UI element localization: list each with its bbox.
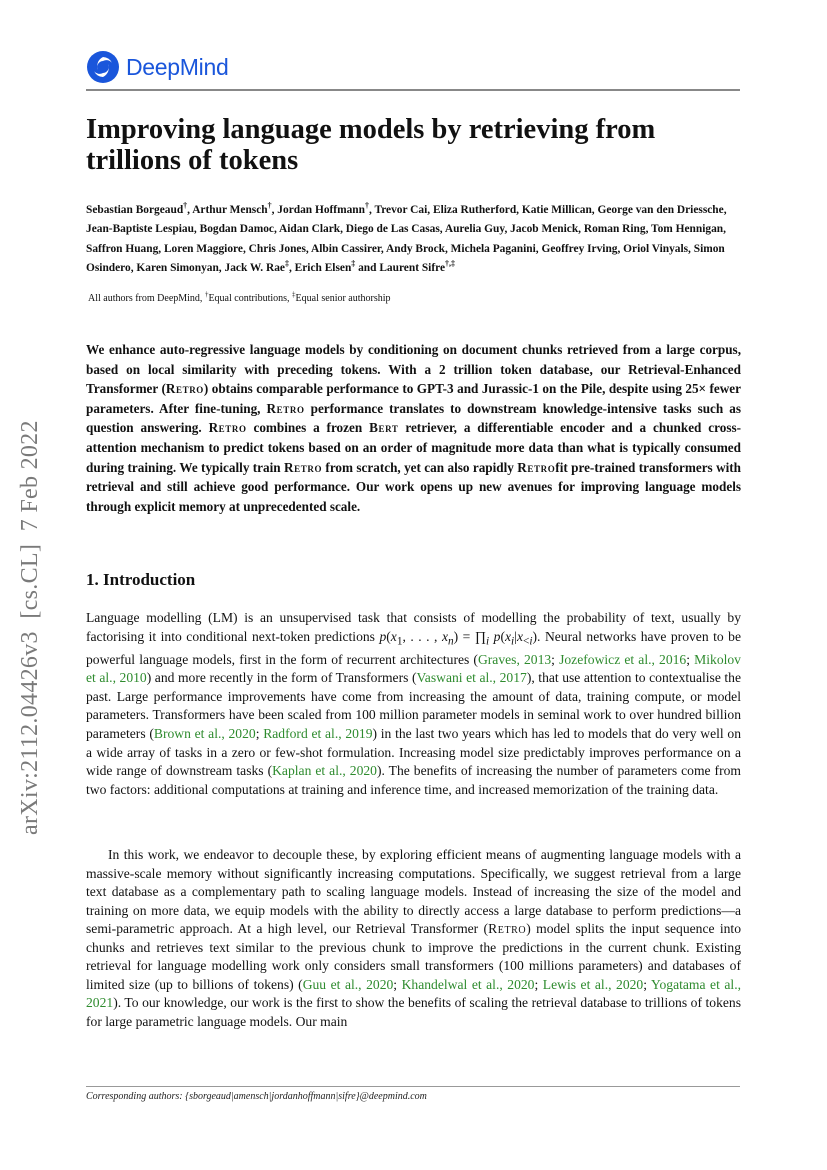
citation-link[interactable]: Mikolov et al., 2010 (86, 651, 741, 686)
citation-link[interactable]: Khandelwal et al., 2020 (401, 976, 535, 992)
citation-link[interactable]: Kaplan et al., 2020 (272, 763, 377, 779)
citation-link[interactable]: Graves, 2013 (477, 651, 552, 667)
logo-text: DeepMind (126, 53, 229, 80)
arxiv-stamp: arXiv:2112.04426v3 [cs.CL] 7 Feb 2022 (17, 420, 43, 835)
paper-title: Improving language models by retrieving from trillions of tokens (86, 114, 656, 176)
deepmind-logo (86, 50, 228, 84)
citation-link[interactable]: Yogatama et al., 2021 (86, 976, 742, 1011)
footer-divider (86, 1086, 740, 1087)
citation-link[interactable]: Radford et al., 2019 (263, 726, 373, 741)
corresponding-authors: Corresponding authors: {sborgeaud|amensch|jordanhoffmann|sifre}@deepmind.com (86, 1091, 427, 1102)
deepmind-logo-icon (86, 50, 120, 84)
citation-link[interactable]: Guu et al., 2020 (302, 976, 394, 992)
intro-paragraph-1: Language modelling (LM) is an unsupervised task that consists of modelling the probability of text, usually by factorising it into conditional next-token predictions $p(x_1$, . . . , $x_n$) = $\prod_i$ $p(x_i|x_{<i})$. Neural networks have proven to be powerful language models, first in the form of recurrent architectures (Graves, 2013; Jozefowicz et al., 2016; Mikolov et al., 2010) and more recently in the form of Transformers (Vaswani et al., 2017), that use attention to contextualise the past. Large performance improvements have come from increasing the amount of data, training compute, or model parameters. Transformers have been scaled from 100 million parameter models in seminal work to over hundred billion parameters (Brown et al., 2020; Radford et al., 2019) in the last two years which has led to models that do very well on a wide array of tasks in a zero or few-shot formulation. Increasing model size predictably improves performance on a wide range of downstream tasks (Kaplan et al., 2020). The benefits of increasing the number of parameters come from two factors: additional computations at training and inference time, and increased memorization of the training data. (86, 610, 742, 797)
citation-link[interactable]: Jozefowicz et al., 2016 (559, 651, 687, 667)
abstract: We enhance auto-regressive language models by conditioning on document chunks retrieved from a large corpus, based on local similarity with preceding tokens. With a 2 trillion token database, our Retrieval-Enhanced Transformer (Retro) obtains comparable performance to GPT-3 and Jurassic-1 on the Pile, despite using 25× fewer parameters. After fine-tuning, Retro performance translates to downstream knowledge-intensive tasks such as question answering. Retro combines a frozen Bert retriever, a differentiable encoder and a chunked cross-attention mechanism to predict tokens based on an order of magnitude more data than what is typically consumed during training. We typically train Retro from scratch, yet can also rapidly Retrofit pre-trained transformers with retrieval and still achieve good performance. Our work opens up new avenues for improving language models through explicit memory at unprecedented scale. (86, 342, 741, 514)
author-list: Sebastian Borgeaud†, Arthur Mensch†, Jordan Hoffmann†, Trevor Cai, Eliza Rutherford, Katie Millican, George van den Driessche, Jean-Baptiste Lespiau, Bogdan Damoc, Aidan Clark, Diego de Las Casas, Aurelia Guy, Jacob Menick, Roman Ring, Tom Hennigan, Saffron Huang, Loren Maggiore, Chris Jones, Albin Cassirer, Andy Brock, Michela Paganini, Geoffrey Irving, Oriol Vinyals, Simon Osindero, Karen Simonyan, Jack W. Rae‡, Erich Elsen‡ and Laurent Sifre†,‡ (86, 201, 727, 275)
section-heading-introduction: 1. Introduction (86, 570, 196, 589)
citation-link[interactable]: Brown et al., 2020 (153, 726, 256, 741)
intro-paragraph-2: In this work, we endeavor to decouple these, by exploring efficient means of augmenting language models with a massive-scale memory without significantly increasing computations. Specifically, we suggest retrieval from a large text database as a complementary path to scaling language models. Instead of increasing the size of the model and training on more data, we equip models with the ability to directly access a large database to perform predictions—a semi-parametric approach. At a high level, our Retrieval Transformer (Retro) model splits the input sequence into chunks and retrieves text similar to the previous chunk to improve the predictions in the current chunk. Existing retrieval for language modelling work only considers small transformers (100 millions parameters) and databases of limited size (up to billions of tokens) (Guu et al., 2020; Khandelwal et al., 2020; Lewis et al., 2020; Yogatama et al., 2021). To our knowledge, our work is the first to show the benefits of scaling the retrieval database to trillions of tokens for large parametric language models. Our main (86, 847, 742, 1029)
citation-link[interactable]: Vaswani et al., 2017 (416, 670, 527, 686)
header-divider (86, 89, 740, 91)
citation-link[interactable]: Lewis et al., 2020 (542, 976, 644, 992)
affiliation-note: All authors from DeepMind, †Equal contributions, ‡Equal senior authorship (88, 290, 391, 304)
